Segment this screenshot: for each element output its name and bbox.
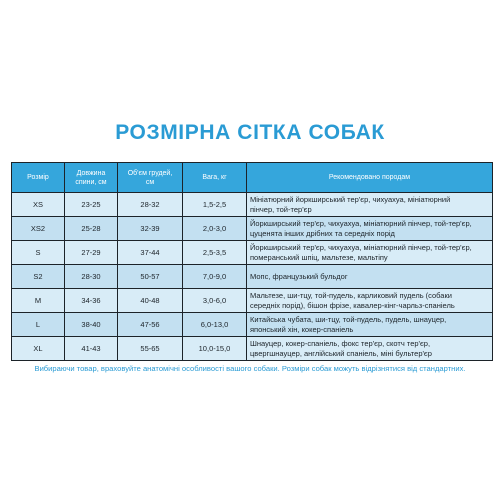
table-row: [12, 313, 493, 337]
header-length-line-1: Довжина: [76, 169, 106, 177]
cell-chest: 55-65: [118, 337, 183, 361]
cell-chest: 28-32: [118, 193, 183, 217]
header-chest-line-1: Об'єм грудей,: [127, 169, 173, 177]
breeds-line: цуценята інших дрібних та середніх порід: [250, 228, 395, 238]
breeds-line: японський хін, кокер-спаніель: [250, 324, 354, 334]
breeds-line: Мініатюрний йоркширський тер'єр, чихуахуа, мініатюрний: [250, 194, 451, 204]
cell-length: 34-36: [65, 289, 118, 313]
header-weight: Вага, кг: [183, 163, 247, 193]
breeds-line: Йоркширський тер'єр, чихуахуа, мініатюрний пінчер, той-тер'єр,: [250, 242, 472, 252]
breeds-line: Йоркширський тер'єр, чихуахуа, мініатюрний пінчер, той-тер'єр,: [250, 218, 472, 228]
cell-weight: 3,0-6,0: [183, 289, 247, 313]
cell-size: S: [12, 241, 65, 265]
cell-breeds: [247, 265, 493, 289]
size-chart-table: [11, 162, 493, 361]
cell-chest: 40-48: [118, 289, 183, 313]
cell-breeds: [247, 313, 493, 337]
header-size: Розмір: [12, 163, 65, 193]
table-header-row: [12, 163, 493, 193]
cell-length: 23-25: [65, 193, 118, 217]
cell-chest: 32-39: [118, 217, 183, 241]
cell-breeds: [247, 193, 493, 217]
breeds-line: померанський шпіц, мальтезе, мальтіпу: [250, 252, 388, 262]
cell-size: XS: [12, 193, 65, 217]
cell-weight: 2,0-3,0: [183, 217, 247, 241]
cell-length: 41-43: [65, 337, 118, 361]
cell-length: 25-28: [65, 217, 118, 241]
cell-weight: 1,5-2,5: [183, 193, 247, 217]
cell-breeds: [247, 337, 493, 361]
table-row: [12, 265, 493, 289]
cell-chest: 50-57: [118, 265, 183, 289]
breeds-line: Мопс, французький бульдог: [250, 271, 348, 281]
cell-size: L: [12, 313, 65, 337]
breeds-line: цвергшнауцер, англійський спаніель, міні бультер'єр: [250, 348, 432, 358]
cell-weight: 6,0-13,0: [183, 313, 247, 337]
page-title: РОЗМІРНА СІТКА СОБАК: [115, 121, 385, 144]
header-breeds: Рекомендовано породам: [247, 163, 493, 193]
table-row: [12, 289, 493, 313]
cell-size: XL: [12, 337, 65, 361]
cell-length: 27-29: [65, 241, 118, 265]
breeds-line: Китайська чубата, ши-тцу, той-пудель, пудель, шнауцер,: [250, 314, 447, 324]
cell-weight: 10,0-15,0: [183, 337, 247, 361]
cell-chest: 37-44: [118, 241, 183, 265]
cell-breeds: [247, 241, 493, 265]
breeds-line: пінчер, той-тер'єр: [250, 204, 312, 214]
header-length-line-2: спини, см: [75, 178, 107, 186]
cell-size: M: [12, 289, 65, 313]
cell-length: 28-30: [65, 265, 118, 289]
breeds-line: Шнауцер, кокер-спаніель, фокс тер'єр, скотч тер'єр,: [250, 338, 431, 348]
cell-weight: 2,5-3,5: [183, 241, 247, 265]
breeds-line: середніх порід), бішон фрізе, кавалер-кінг-чарльз-спаніель: [250, 300, 455, 310]
cell-breeds: [247, 289, 493, 313]
header-chest-line-2: см: [145, 178, 155, 186]
breeds-line: Мальтезе, ши-тцу, той-пудель, карликовий пудель (собаки: [250, 290, 452, 300]
table-row: [12, 193, 493, 217]
table-row: [12, 241, 493, 265]
cell-length: 38-40: [65, 313, 118, 337]
footnote: Вибираючи товар, враховуйте анатомічні особливості вашого собаки. Розміри собак можуть відрізнятися від стандартних.: [34, 364, 466, 373]
cell-breeds: [247, 217, 493, 241]
header-length: [65, 163, 118, 193]
header-chest: [118, 163, 183, 193]
cell-size: S2: [12, 265, 65, 289]
cell-weight: 7,0-9,0: [183, 265, 247, 289]
cell-size: XS2: [12, 217, 65, 241]
table-row: [12, 217, 493, 241]
cell-chest: 47-56: [118, 313, 183, 337]
table-row: [12, 337, 493, 361]
